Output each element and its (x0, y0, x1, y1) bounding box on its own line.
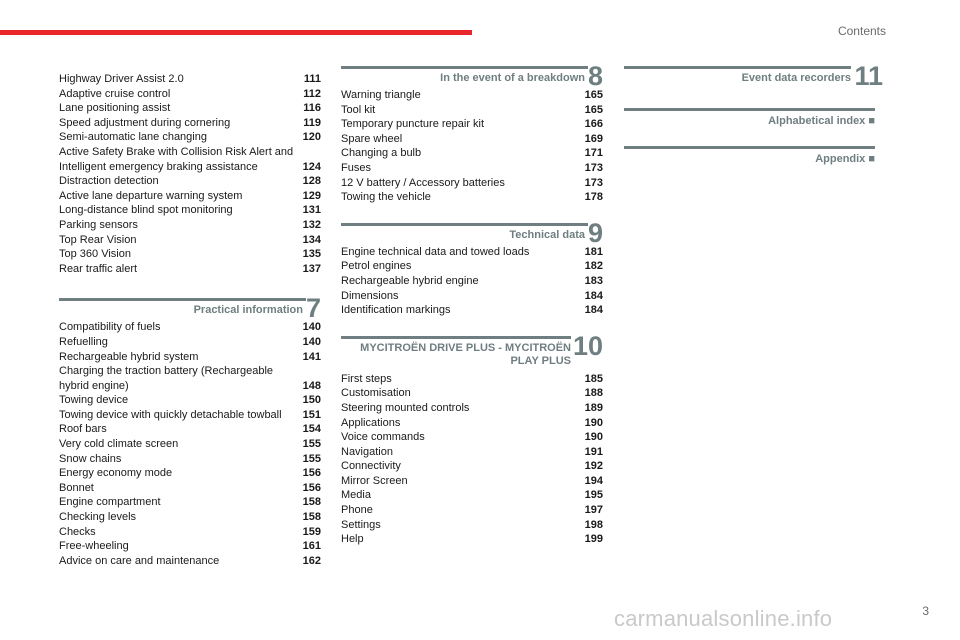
toc-entry[interactable] (59, 466, 321, 481)
entry-title: Rear traffic alert (59, 262, 138, 275)
entry-page: 155 (302, 452, 321, 465)
section-label: In the event of a breakdown (440, 72, 585, 84)
toc-entry[interactable] (341, 474, 603, 489)
entry-page: 134 (302, 233, 321, 246)
entry-page: 132 (302, 218, 321, 231)
entry-page: 165 (584, 103, 603, 116)
toc-entry[interactable] (59, 539, 321, 554)
entry-title: Customisation (341, 387, 411, 400)
entry-page: 183 (584, 274, 603, 287)
entry-page: 151 (302, 408, 321, 421)
entry-title: Navigation (341, 445, 393, 458)
toc-list-driving-aids (59, 72, 321, 276)
entry-page: 165 (584, 89, 603, 101)
entry-page: 194 (584, 474, 603, 487)
entry-title: Towing device (59, 394, 129, 407)
entry-title: Charging the traction battery (Rechargeable (59, 365, 274, 378)
toc-entry[interactable] (59, 72, 321, 87)
entry-title: Engine technical data and towed loads (341, 245, 530, 258)
entry-page: 156 (302, 467, 321, 480)
entry-title: Lane positioning assist (59, 102, 171, 115)
entry-title: Dimensions (341, 289, 399, 302)
entry-title: Top 360 Vision (59, 248, 131, 261)
section-rule (341, 223, 588, 226)
toc-entry[interactable] (59, 408, 321, 423)
entry-title: Applications (341, 416, 401, 429)
toc-list (59, 320, 321, 568)
toc-entry[interactable] (341, 416, 603, 431)
toc-entry[interactable] (59, 218, 321, 233)
toc-entry[interactable] (341, 259, 603, 274)
entry-page: 195 (584, 489, 603, 502)
entry-title: Compatibility of fuels (59, 321, 161, 334)
toc-entry[interactable] (341, 459, 603, 474)
toc-entry[interactable] (59, 379, 321, 394)
entry-page: 171 (584, 147, 603, 160)
entry-title: Active Safety Brake with Collision Risk Alert and (59, 145, 294, 158)
toc-entry[interactable] (59, 262, 321, 277)
toc-column-2 (341, 61, 603, 561)
section-number: 10 (572, 330, 603, 361)
section-breakdown (341, 61, 603, 205)
entry-page: 155 (302, 438, 321, 451)
entry-page: 184 (584, 304, 603, 317)
entry-title: 12 V battery / Accessory batteries (341, 176, 505, 189)
toc-entry[interactable] (59, 116, 321, 131)
section-label-line-2: PLAY PLUS (510, 354, 571, 367)
section-appendix[interactable] (624, 146, 883, 164)
section-rule (59, 298, 306, 301)
entry-title: Towing device with quickly detachable towball (59, 408, 282, 421)
entry-title: Changing a bulb (341, 147, 422, 160)
entry-title: Phone (341, 504, 373, 517)
toc-entry[interactable] (59, 422, 321, 437)
entry-page: 188 (584, 387, 603, 400)
entry-title: Free-wheeling (59, 540, 129, 553)
section-label-line-1: MYCITROËN DRIVE PLUS - MYCITROËN (360, 341, 571, 354)
toc-entry[interactable] (341, 274, 603, 289)
entry-page: 158 (302, 511, 321, 524)
entry-page: 135 (302, 248, 321, 261)
toc-entry[interactable] (59, 525, 321, 540)
entry-page: 182 (584, 260, 603, 273)
toc-entry[interactable] (59, 160, 321, 175)
entry-title: Long-distance blind spot monitoring (59, 204, 233, 217)
toc-entry[interactable] (59, 130, 321, 145)
entry-title: Checks (59, 525, 96, 538)
entry-page: 140 (302, 321, 321, 334)
entry-page: 173 (584, 161, 603, 174)
entry-page: 120 (302, 131, 321, 144)
entry-title: Help (341, 533, 364, 546)
toc-entry[interactable] (59, 481, 321, 496)
toc-entry[interactable] (341, 430, 603, 445)
entry-title: Bonnet (59, 481, 94, 494)
section-label: Alphabetical index ■ (768, 115, 875, 127)
section-rule (624, 146, 875, 149)
entry-page: 124 (302, 160, 321, 173)
entry-page: 191 (584, 445, 603, 458)
section-number: 7 (305, 293, 321, 324)
entry-page: 140 (302, 335, 321, 348)
toc-entry[interactable] (341, 518, 603, 533)
toc-entry[interactable] (59, 203, 321, 218)
entry-page: 181 (584, 245, 603, 258)
toc-entry[interactable] (59, 145, 321, 160)
toc-entry[interactable] (59, 101, 321, 116)
entry-title: Very cold climate screen (59, 438, 179, 451)
entry-page: 178 (584, 191, 603, 204)
section-number: 8 (587, 61, 603, 91)
toc-entry[interactable] (59, 510, 321, 525)
entry-title: Settings (341, 518, 381, 531)
entry-title: Temporary puncture repair kit (341, 118, 485, 131)
toc-list (341, 245, 603, 318)
entry-title: Parking sensors (59, 218, 138, 231)
entry-page: 190 (584, 416, 603, 429)
toc-entry[interactable] (59, 554, 321, 569)
section-label: Technical data (509, 228, 585, 241)
entry-title: Roof bars (59, 423, 107, 436)
entry-page: 161 (302, 540, 321, 553)
toc-entry[interactable] (341, 445, 603, 460)
toc-entry[interactable] (341, 190, 603, 205)
entry-page: 199 (584, 533, 603, 546)
entry-page: 150 (302, 394, 321, 407)
entry-title: Refuelling (59, 335, 108, 348)
section-header[interactable] (341, 217, 603, 248)
toc-entry[interactable] (59, 364, 321, 379)
toc-entry[interactable] (341, 289, 603, 304)
entry-title: Advice on care and maintenance (59, 554, 220, 567)
entry-title: Top Rear Vision (59, 233, 137, 246)
toc-entry[interactable] (341, 117, 603, 132)
entry-title: Warning triangle (341, 89, 421, 101)
entry-page: 159 (302, 525, 321, 538)
entry-page: 185 (584, 372, 603, 385)
entry-title: Spare wheel (341, 132, 403, 145)
watermark: carmanualsonline.info (614, 606, 833, 631)
entry-page: 119 (303, 116, 321, 129)
entry-page: 116 (303, 102, 321, 115)
entry-title: Energy economy mode (59, 467, 173, 480)
section-label (351, 342, 571, 368)
entry-page: 129 (302, 189, 321, 202)
toc-entry[interactable] (341, 146, 603, 161)
toc-entry[interactable] (341, 176, 603, 191)
entry-title: Speed adjustment during cornering (59, 116, 231, 129)
toc-entry[interactable] (59, 233, 321, 248)
entry-page: 112 (303, 87, 321, 100)
toc-entry[interactable] (59, 189, 321, 204)
entry-title: Active lane departure warning system (59, 189, 243, 202)
toc-list (341, 372, 603, 547)
section-number: 11 (854, 61, 883, 91)
entry-title: Fuses (341, 161, 371, 174)
toc-entry[interactable] (59, 437, 321, 452)
entry-title: Rechargeable hybrid engine (341, 274, 479, 287)
toc-entry[interactable] (341, 532, 603, 547)
entry-title: Distraction detection (59, 175, 159, 188)
entry-page: 156 (302, 481, 321, 494)
entry-page: 198 (584, 518, 603, 531)
entry-title: Checking levels (59, 511, 137, 524)
entry-title: Tool kit (341, 103, 376, 116)
section-header[interactable] (341, 61, 603, 91)
section-rule (341, 336, 571, 339)
entry-title: Semi-automatic lane changing (59, 131, 207, 144)
entry-title: Mirror Screen (341, 474, 408, 487)
toc-entry[interactable] (59, 452, 321, 467)
section-practical-information (59, 293, 321, 568)
section-label: Practical information (193, 304, 303, 317)
toc-entry[interactable] (59, 350, 321, 365)
entry-page: 154 (302, 423, 321, 436)
toc-entry[interactable] (59, 495, 321, 510)
toc-entry[interactable] (59, 393, 321, 408)
entry-title: Highway Driver Assist 2.0 (59, 73, 184, 85)
entry-title: Media (341, 489, 371, 502)
toc-column-3 (624, 61, 883, 184)
section-technical-data (341, 217, 603, 318)
entry-page: 173 (584, 176, 603, 189)
section-label: Event data recorders (741, 72, 851, 84)
section-header[interactable] (341, 330, 603, 372)
toc-entry[interactable] (341, 372, 603, 387)
entry-page: 190 (584, 431, 603, 444)
section-rule (341, 66, 588, 69)
toc-entry[interactable] (59, 247, 321, 262)
entry-title: Steering mounted controls (341, 401, 470, 414)
toc-entry[interactable] (341, 161, 603, 176)
toc-entry[interactable] (341, 245, 603, 260)
entry-page: 169 (584, 132, 603, 145)
toc-entry[interactable] (341, 303, 603, 318)
toc-entry[interactable] (341, 401, 603, 416)
entry-title: Petrol engines (341, 260, 412, 273)
section-rule (624, 108, 875, 111)
page-title: Contents (837, 24, 886, 38)
toc-entry[interactable] (59, 320, 321, 335)
entry-title: Identification markings (341, 304, 451, 317)
entry-title: Rechargeable hybrid system (59, 350, 199, 363)
section-header[interactable] (59, 293, 321, 324)
entry-title: Engine compartment (59, 496, 161, 509)
entry-title: Connectivity (341, 460, 401, 473)
section-rule (624, 66, 851, 69)
entry-page: 128 (302, 175, 321, 188)
section-alphabetical-index[interactable] (624, 108, 883, 126)
entry-title: Voice commands (341, 431, 425, 444)
toc-entry[interactable] (59, 174, 321, 189)
entry-page: 166 (584, 118, 603, 131)
entry-page: 197 (584, 504, 603, 517)
entry-page: 148 (302, 379, 321, 392)
toc-entry[interactable] (341, 103, 603, 118)
toc-entry[interactable] (341, 88, 603, 103)
entry-page: 111 (303, 73, 321, 85)
entry-page: 137 (302, 262, 321, 275)
toc-entry[interactable] (59, 335, 321, 350)
entry-page: 192 (584, 460, 603, 473)
section-number: 9 (587, 217, 603, 248)
entry-page: 141 (302, 350, 321, 363)
entry-title: hybrid engine) (59, 379, 129, 392)
entry-title: First steps (341, 372, 392, 385)
entry-page: 189 (584, 401, 603, 414)
toc-column-1 (59, 72, 321, 582)
toc-entry[interactable] (341, 488, 603, 503)
section-mycitroen (341, 330, 603, 547)
section-label: Appendix ■ (815, 153, 875, 165)
entry-title: Towing the vehicle (341, 191, 431, 204)
entry-page: 158 (302, 496, 321, 509)
page-number: 3 (922, 604, 929, 618)
red-accent-bar (0, 30, 472, 35)
toc-entry[interactable] (341, 503, 603, 518)
toc-entry[interactable] (59, 87, 321, 102)
entry-page: 162 (302, 554, 321, 567)
section-event-data-recorders[interactable] (624, 61, 883, 91)
entry-page: 184 (584, 289, 603, 302)
entry-title: Intelligent emergency braking assistance (59, 160, 258, 173)
entry-title: Snow chains (59, 452, 122, 465)
toc-list (341, 88, 603, 205)
entry-title: Adaptive cruise control (59, 87, 171, 100)
toc-entry[interactable] (341, 132, 603, 147)
toc-entry[interactable] (341, 386, 603, 401)
entry-page: 131 (302, 204, 321, 217)
